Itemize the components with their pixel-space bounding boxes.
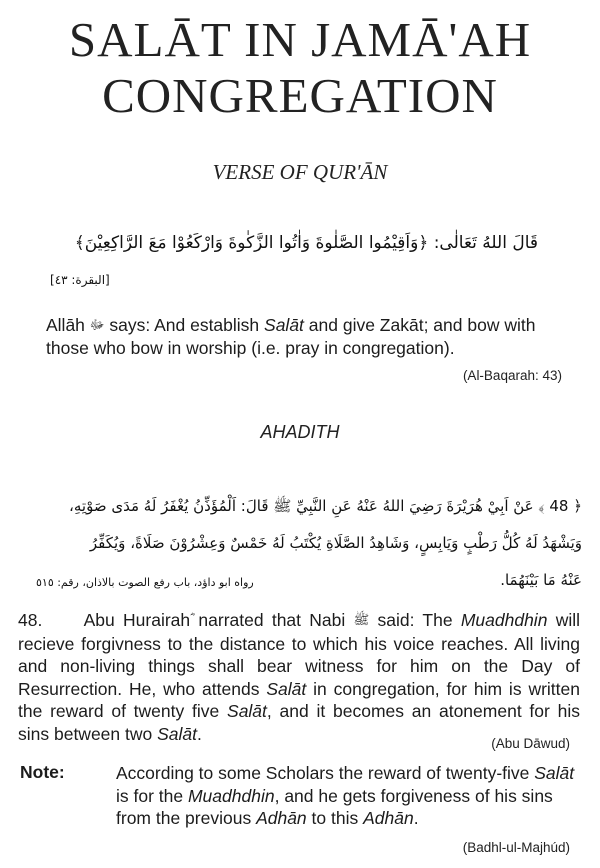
hadith-text: will recieve forgivness to the distance to which his voice reaches. All living and non-living things shall bear witness for him on the Day of Resurrection. He, who attends xyxy=(18,610,580,699)
page-title-line1: SALĀT IN JAMĀ'AH xyxy=(68,12,532,67)
term-muadhdhin: Muadhdhin xyxy=(460,610,548,630)
note-source: (Badhl-ul-Majhúd) xyxy=(462,840,570,855)
term-salat: Salāt xyxy=(534,763,575,783)
hadith-arabic-reference: رواه ابو داؤد، باب رفع الصوت بالاذان، رقم: ٥١٥ xyxy=(36,576,254,589)
term-salat: Salāt xyxy=(157,723,197,744)
hadith-arabic-line2: وَيَشْهَدُ لَهُ كُلُّ رَطْبٍ وَيَابِسٍ، وَشَاهِدُ الصَّلَاةِ يُكْتَبُ لَهُ خَمْسٌ وَعِشْرُوْنَ صَلَاةً، وَيُكَفِّرُ xyxy=(89,534,582,552)
note-text-part: , and he gets forgiveness of his sins from the previous xyxy=(116,785,553,828)
verse-translation xyxy=(46,314,566,360)
hadith-text: said: The xyxy=(369,610,461,630)
term-salat: Salāt xyxy=(227,701,267,721)
term-salat: Salāt xyxy=(264,315,304,335)
verse-en-text: and give Zakāt; and bow with those who bow in worship (i.e. pray in congregation). xyxy=(46,315,536,358)
verse-en-text: says: And establish xyxy=(104,315,265,335)
verse-source: (Al-Baqarah: 43) xyxy=(462,368,562,383)
note-text-part: is for the xyxy=(116,785,188,806)
hadith-translation xyxy=(18,609,580,745)
term-muadhdhin: Muadhdhin xyxy=(187,785,275,806)
note-text-part: . xyxy=(413,808,419,828)
hadith-text: , and it becomes an atonement for his sins between two xyxy=(18,701,580,744)
term-adhan: Adhān xyxy=(363,808,414,828)
hadith-text: narrated that Nabi xyxy=(190,610,354,630)
verse-arabic: قَالَ اللهُ تَعَالٰى: ﴿وَاَقِيْمُوا الصَّلٰوةَ وَاٰتُوا الزَّكٰوةَ وَارْكَعُوْا مَعَ الرَّاكِعِيْنَ﴾ xyxy=(74,233,538,253)
verse-heading: VERSE OF QUR'ĀN xyxy=(212,160,388,184)
hadith-arabic-line3: عَنْهُ مَا بَيْنَهُمَا. xyxy=(500,571,582,589)
page-title-line2: CONGREGATION xyxy=(102,68,498,123)
term-salat: Salāt xyxy=(266,678,307,699)
ahadith-heading: AHADITH xyxy=(260,422,340,442)
verse-reference-arabic: [البقرة: ٤٣] xyxy=(50,273,110,287)
verse-en-text: Allāh xyxy=(46,315,85,335)
hadith-number: 48. xyxy=(18,610,43,630)
note-label: Note: xyxy=(20,762,65,782)
honorific-glyph: ﷺ xyxy=(353,613,370,628)
note-text-part: According to some Scholars the reward of twenty-five xyxy=(116,763,535,783)
hadith-text: Abu Hurairah xyxy=(83,610,191,630)
honorific-glyph: ﷻ xyxy=(89,318,105,333)
note-text-part: to this xyxy=(306,808,364,828)
note-text xyxy=(116,762,580,830)
hadith-text: . xyxy=(197,723,202,744)
hadith-text: in congregation, for him is written the reward of twenty five xyxy=(18,678,580,721)
hadith-source: (Abu Dāwud) xyxy=(491,736,570,751)
term-adhan: Adhān xyxy=(256,808,307,828)
hadith-arabic-line1: ﴿ 48 ﴾ عَنْ اَبِيْ هُرَيْرَةَ رَضِيَ اللهُ عَنْهُ عَنِ النَّبِيِّ ﷺ قَالَ: اَلْمُؤَذِّنُ يُغْفَرُ لَهُ مَدَى صَوْتِهِ، xyxy=(69,497,582,515)
